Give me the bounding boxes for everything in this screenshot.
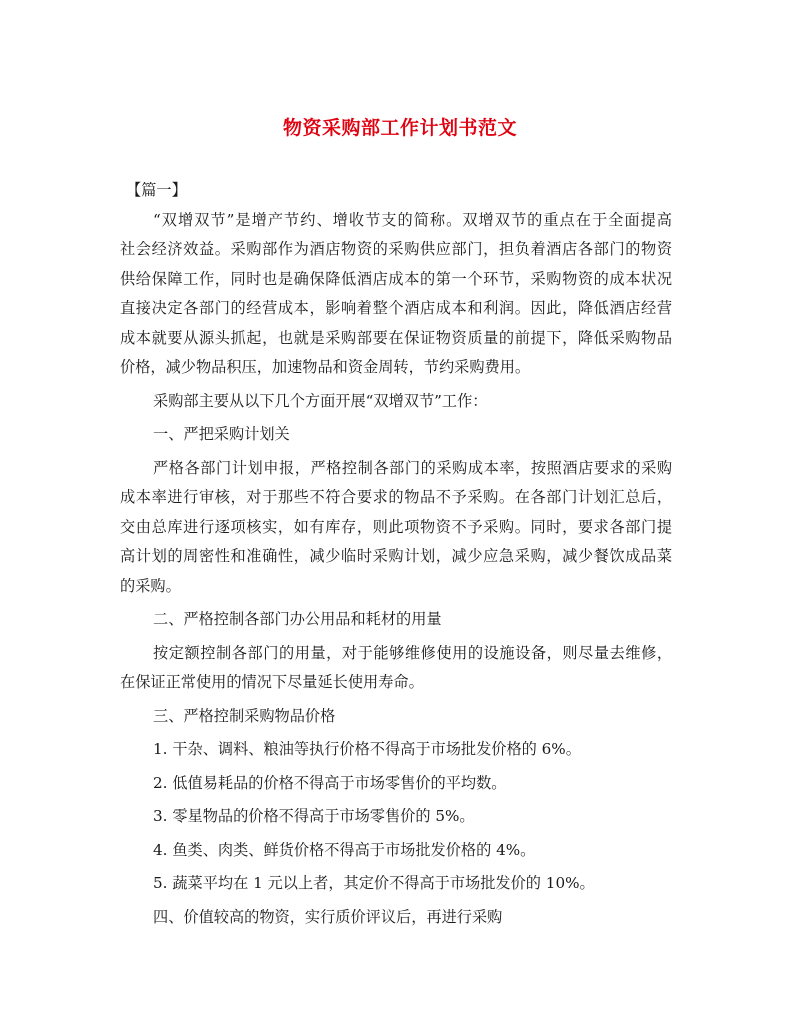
paragraph-line: “双增双节”是增产节约、增收节支的简称。双增双节的重点在于全面提高	[153, 210, 672, 229]
list-item-text: 2. 低值易耗品的价格不得高于市场零售价的平均数。	[153, 773, 507, 792]
document-title: 物资采购部工作计划书范文	[282, 117, 517, 139]
paragraph-line: 严格各部门计划申报，严格控制各部门的采购成本率，按照酒店要求的采购	[153, 458, 672, 477]
section-heading: 三、严格控制采购物品价格	[153, 706, 336, 725]
paragraph-intro	[120, 206, 672, 383]
paragraph-line: 成本就要从源头抓起，也就是采购部要在保证物资质量的前提下，降低采购物品	[120, 328, 672, 347]
paragraph-line: 的采购。	[120, 576, 181, 595]
paragraph-line: 成本率进行审核，对于那些不符合要求的物品不予采购。在各部门计划汇总后，	[120, 488, 672, 506]
paragraph-line: 高计划的周密性和准确性，减少临时采购计划，减少应急采购，减少餐饮成品菜	[120, 547, 672, 565]
list-item-text: 3. 零星物品的价格不得高于市场零售价的 5%。	[153, 807, 475, 825]
list-item	[120, 802, 672, 832]
list-item-text: 5. 蔬菜平均在 1 元以上者，其定价不得高于市场批发价的 10%。	[153, 874, 595, 892]
list-item	[120, 735, 672, 765]
list-item-text: 1. 干杂、调料、粮油等执行价格不得高于市场批发价格的 6%。	[153, 740, 581, 758]
heading-3	[120, 702, 672, 732]
paragraph-line: 交由总库进行逐项核实，如有库存，则此项物资不予采购。同时，要求各部门提	[120, 517, 672, 536]
paragraph-line: 按定额控制各部门的用量，对于能够维修使用的设施设备，则尽量去维修，	[153, 643, 672, 662]
list-item	[120, 836, 672, 866]
paragraph-line: 价格，减少物品积压，加速物品和资金周转，节约采购费用。	[120, 358, 531, 376]
list-item	[120, 869, 672, 899]
heading-1	[120, 420, 672, 450]
paragraph-line: 在保证正常使用的情况下尽量延长使用寿命。	[120, 673, 424, 691]
section-heading: 四、价值较高的物资，实行质价评议后，再进行采购	[153, 907, 503, 926]
section-heading: 二、严格控制各部门办公用品和耗材的用量	[153, 610, 442, 628]
list-item	[120, 769, 672, 799]
paragraph-overview	[120, 387, 672, 417]
heading-2	[120, 605, 672, 635]
paragraph-plan	[120, 454, 672, 602]
paragraph-line: 采购部主要从以下几个方面开展“双增双节”工作：	[153, 391, 488, 410]
paragraph-line: 直接决定各部门的经营成本，影响着整个酒店成本和利润。因此，降低酒店经营	[120, 299, 672, 317]
paragraph-usage	[120, 639, 672, 698]
paragraph-line: 社会经济效益。采购部作为酒店物资的采购供应部门，担负着酒店各部门的物资	[120, 240, 672, 258]
list-item-text: 4. 鱼类、肉类、鲜货价格不得高于市场批发价格的 4%。	[153, 840, 536, 859]
section-tag: 【篇一】	[126, 181, 187, 199]
heading-4	[120, 903, 672, 933]
section-heading: 一、严把采购计划关	[153, 425, 290, 443]
paragraph-line: 供给保障工作，同时也是确保降低酒店成本的第一个环节，采购物资的成本状况	[120, 269, 672, 288]
document-body	[120, 176, 672, 936]
